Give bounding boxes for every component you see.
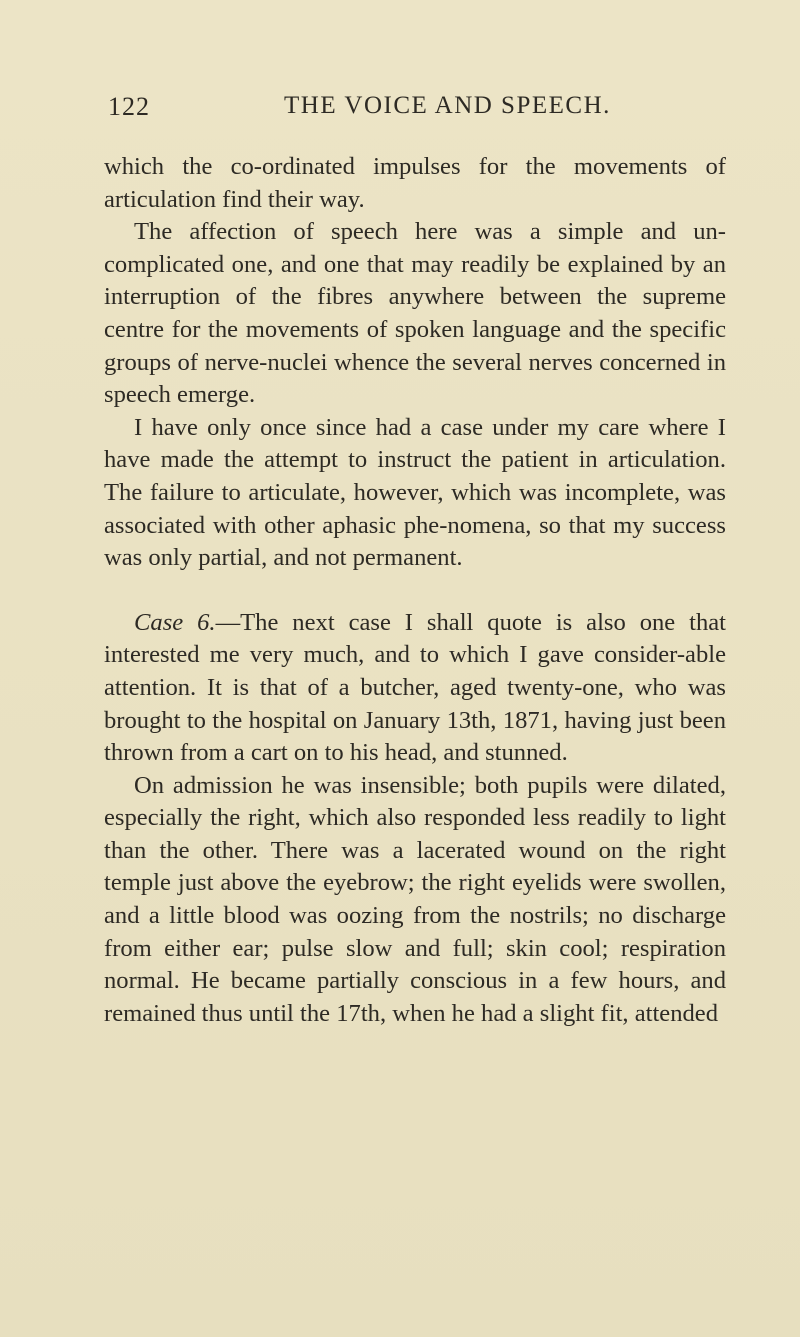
body-text bbox=[104, 151, 726, 1030]
page-number: 122 bbox=[108, 92, 150, 121]
running-head: THE VOICE AND SPEECH. bbox=[284, 92, 611, 119]
paragraph-affection-of-speech: The affection of speech here was a simple and un-complicated one, and one that may readily be explained by an interruption of the fibres anywhere between the supreme centre for the movements of spoken language and the specific groups of nerve-nuclei whence the several nerves concerned in speech emerge. bbox=[104, 218, 726, 409]
paragraph-articulation-attempt: I have only once since had a case under my care where I have made the attempt to instruct the patient in articulation. The failure to articulate, however, which was incomplete, was associated with other aphasic phe-nomena, so that my success was only partial, and not permanent. bbox=[104, 413, 726, 572]
paragraph-case-6 bbox=[104, 607, 726, 770]
case-6-text: —The next case I shall quote is also one that interested me very much, and to which I gave consider-able attention. It is that of a butcher, aged twenty-one, who was brought to the hospital on January 13th, 1871, having just been thrown from a cart on to his head, and stunned. bbox=[104, 608, 727, 767]
page-header bbox=[108, 92, 708, 128]
paragraph-admission: On admission he was insensible; both pupils were dilated, especially the right, which also responded less readily to light than the other. There was a lacerated wound on the right temple just above the eyebrow; the right eyelids were swollen, and a little blood was oozing from the nostrils; no discharge from either ear; pulse slow and full; skin cool; respiration normal. He became partially conscious in a few hours, and remained thus until the 17th, when he had a slight fit, attended bbox=[104, 771, 726, 1027]
paragraph-continuation: which the co-ordinated impulses for the movements of articulation find their way. bbox=[104, 153, 726, 213]
case-label: Case 6. bbox=[134, 608, 216, 636]
